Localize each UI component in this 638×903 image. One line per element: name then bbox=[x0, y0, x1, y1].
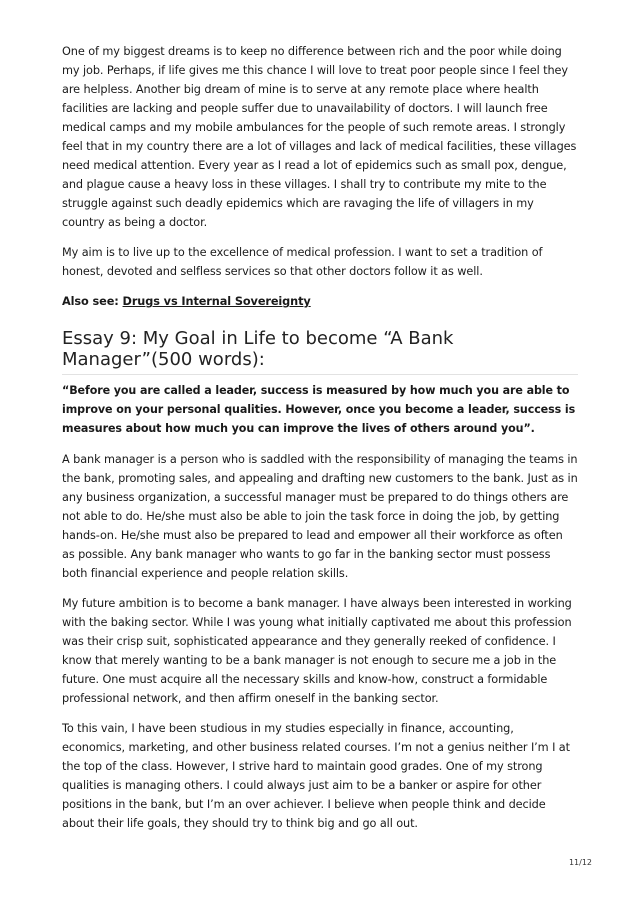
also-see-link[interactable]: Drugs vs Internal Sovereignty bbox=[122, 295, 311, 308]
page-content bbox=[62, 42, 578, 844]
paragraph: To this vain, I have been studious in my studies especially in finance, accounting, economics, marketing, and other business related courses. I’m not a genius neither I’m I at the top of the class. However, I strive hard to maintain good grades. One of my strong qualities is managing others. I could always just aim to be a banker or aspire for other positions in the bank, but I’m an over achiever. I believe when people think and decide about their life goals, they should try to think big and go all out. bbox=[62, 722, 570, 830]
paragraph: My future ambition is to become a bank manager. I have always been interested in working with the baking sector. While I was young what initially captivated me about this profession was their crisp suit, sophisticated appearance and they generally reeked of confidence. I know that merely wanting to be a bank manager is not enough to secure me a job in the future. One must acquire all the necessary skills and know-how, construct a formidable professional network, and then affirm oneself in the banking sector. bbox=[62, 597, 572, 705]
page-number: 11/12 bbox=[568, 858, 592, 867]
essay-heading: Essay 9: My Goal in Life to become “A Bank Manager”(500 words): bbox=[62, 328, 578, 375]
paragraph: A bank manager is a person who is saddled with the responsibility of managing the teams in the bank, promoting sales, and appealing and drafting new customers to the bank. Just as in any business organization, a successful manager must be prepared to do things others are not able to do. He/she must also be able to join the task force in doing the job, by getting hands-on. He/she must also be prepared to lead and empower all their workforce as often as possible. Any bank manager who wants to go far in the banking sector must possess both financial experience and people relation skills. bbox=[62, 453, 578, 580]
also-see bbox=[62, 292, 578, 311]
paragraph: One of my biggest dreams is to keep no difference between rich and the poor while doing my job. Perhaps, if life gives me this chance I will love to treat poor people since I feel they are helpless. Another big dream of mine is to serve at any remote place where health facilities are lacking and people suffer due to unavailability of doctors. I will launch free medical camps and my mobile ambulances for the people of such remote areas. I strongly feel that in my country there are a lot of villages and lack of medical facilities, these villages need medical attention. Every year as I read a lot of epidemics such as small pox, dengue, and plague cause a heavy loss in these villages. I shall try to contribute my mite to the struggle against such deadly epidemics which are ravaging the life of villagers in my country as being a doctor. bbox=[62, 45, 577, 229]
also-see-label: Also see: bbox=[62, 295, 123, 308]
paragraph: My aim is to live up to the excellence of medical profession. I want to set a tradition of honest, devoted and selfless services so that other doctors follow it as well. bbox=[62, 246, 543, 278]
quote: “Before you are called a leader, success is measured by how much you are able to improve on your personal qualities. However, once you become a leader, success is measures about how much you can improve the lives of others around you”. bbox=[62, 384, 576, 435]
